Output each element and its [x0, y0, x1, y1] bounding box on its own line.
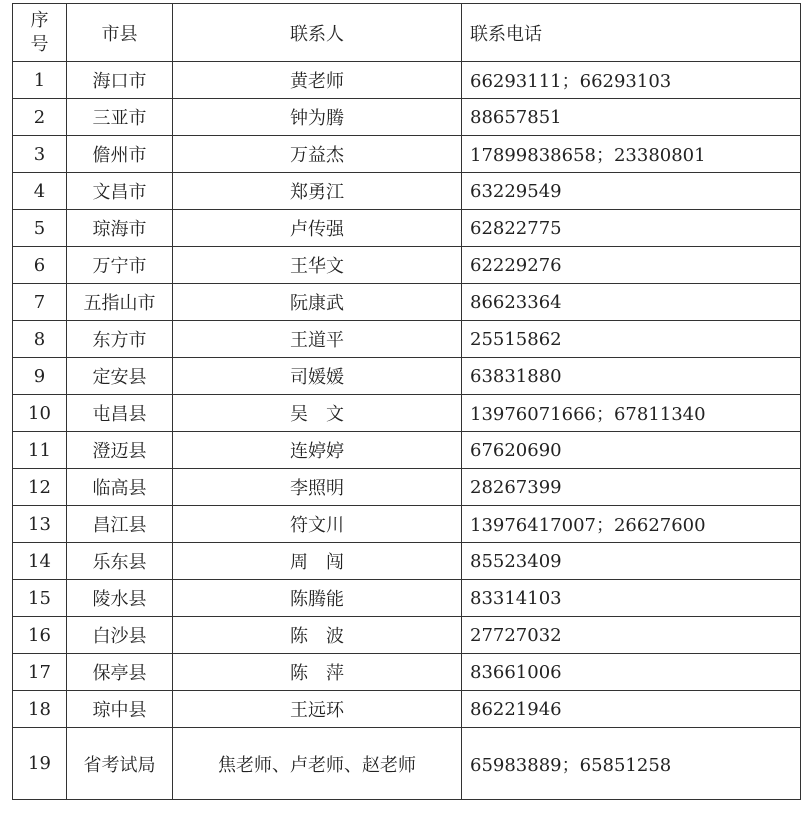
header-phone: 联系电话 [462, 4, 801, 62]
header-no-line2: 号 [30, 33, 49, 55]
cell-phone: 13976417007；26627600 [462, 506, 801, 543]
cell-contact: 李照明 [173, 469, 462, 506]
cell-no: 19 [13, 728, 67, 800]
cell-no: 14 [13, 543, 67, 580]
table-row [13, 691, 801, 728]
table-row [13, 395, 801, 432]
cell-no: 2 [13, 99, 67, 136]
cell-city: 陵水县 [67, 580, 173, 617]
cell-contact: 阮康武 [173, 284, 462, 321]
cell-no: 18 [13, 691, 67, 728]
cell-no: 13 [13, 506, 67, 543]
cell-contact: 陈腾能 [173, 580, 462, 617]
cell-phone: 17899838658；23380801 [462, 136, 801, 173]
cell-city: 琼海市 [67, 210, 173, 247]
table-row [13, 543, 801, 580]
cell-city: 昌江县 [67, 506, 173, 543]
cell-no: 15 [13, 580, 67, 617]
table-row [13, 580, 801, 617]
cell-city: 琼中县 [67, 691, 173, 728]
table-row [13, 136, 801, 173]
cell-contact: 钟为腾 [173, 99, 462, 136]
cell-no: 3 [13, 136, 67, 173]
cell-city: 万宁市 [67, 247, 173, 284]
contacts-table [12, 3, 801, 800]
cell-contact: 万益杰 [173, 136, 462, 173]
cell-phone: 13976071666；67811340 [462, 395, 801, 432]
table-row [13, 506, 801, 543]
cell-phone: 63229549 [462, 173, 801, 210]
cell-phone: 25515862 [462, 321, 801, 358]
table-row [13, 358, 801, 395]
cell-city: 定安县 [67, 358, 173, 395]
cell-contact: 焦老师、卢老师、赵老师 [173, 728, 462, 800]
cell-no: 11 [13, 432, 67, 469]
cell-no: 6 [13, 247, 67, 284]
table-row [13, 284, 801, 321]
table-row [13, 728, 801, 800]
cell-phone: 86221946 [462, 691, 801, 728]
cell-no: 10 [13, 395, 67, 432]
table-row [13, 321, 801, 358]
cell-phone: 28267399 [462, 469, 801, 506]
cell-phone: 86623364 [462, 284, 801, 321]
header-no [13, 4, 67, 62]
cell-city: 文昌市 [67, 173, 173, 210]
cell-city: 五指山市 [67, 284, 173, 321]
cell-no: 4 [13, 173, 67, 210]
cell-city: 乐东县 [67, 543, 173, 580]
cell-phone: 66293111；66293103 [462, 62, 801, 99]
table-row [13, 617, 801, 654]
cell-contact: 卢传强 [173, 210, 462, 247]
contacts-table-body [13, 4, 801, 800]
table-row [13, 173, 801, 210]
cell-city: 临高县 [67, 469, 173, 506]
cell-contact: 连婷婷 [173, 432, 462, 469]
table-row [13, 99, 801, 136]
cell-contact: 王华文 [173, 247, 462, 284]
header-contact: 联系人 [173, 4, 462, 62]
cell-city: 保亭县 [67, 654, 173, 691]
cell-no: 9 [13, 358, 67, 395]
cell-phone: 27727032 [462, 617, 801, 654]
cell-contact: 司媛媛 [173, 358, 462, 395]
cell-no: 5 [13, 210, 67, 247]
header-no-line1: 序 [30, 9, 49, 31]
header-row [13, 4, 801, 62]
cell-city: 屯昌县 [67, 395, 173, 432]
table-row [13, 247, 801, 284]
cell-no: 16 [13, 617, 67, 654]
cell-city: 儋州市 [67, 136, 173, 173]
cell-contact: 吴 文 [173, 395, 462, 432]
cell-city: 省考试局 [67, 728, 173, 800]
cell-contact: 王道平 [173, 321, 462, 358]
cell-phone: 65983889；65851258 [462, 728, 801, 800]
cell-phone: 88657851 [462, 99, 801, 136]
cell-city: 澄迈县 [67, 432, 173, 469]
cell-no: 1 [13, 62, 67, 99]
cell-phone: 62822775 [462, 210, 801, 247]
header-city: 市县 [67, 4, 173, 62]
cell-contact: 陈 波 [173, 617, 462, 654]
table-row [13, 210, 801, 247]
table-row [13, 62, 801, 99]
cell-no: 12 [13, 469, 67, 506]
table-row [13, 654, 801, 691]
cell-city: 海口市 [67, 62, 173, 99]
cell-phone: 67620690 [462, 432, 801, 469]
cell-phone: 63831880 [462, 358, 801, 395]
table-row [13, 469, 801, 506]
table-row [13, 432, 801, 469]
cell-city: 三亚市 [67, 99, 173, 136]
cell-contact: 王远环 [173, 691, 462, 728]
cell-contact: 郑勇江 [173, 173, 462, 210]
cell-contact: 周 闯 [173, 543, 462, 580]
cell-city: 东方市 [67, 321, 173, 358]
cell-phone: 83314103 [462, 580, 801, 617]
cell-phone: 62229276 [462, 247, 801, 284]
cell-contact: 黄老师 [173, 62, 462, 99]
cell-no: 7 [13, 284, 67, 321]
cell-city: 白沙县 [67, 617, 173, 654]
cell-no: 8 [13, 321, 67, 358]
cell-phone: 85523409 [462, 543, 801, 580]
cell-contact: 符文川 [173, 506, 462, 543]
cell-no: 17 [13, 654, 67, 691]
cell-phone: 83661006 [462, 654, 801, 691]
cell-contact: 陈 萍 [173, 654, 462, 691]
